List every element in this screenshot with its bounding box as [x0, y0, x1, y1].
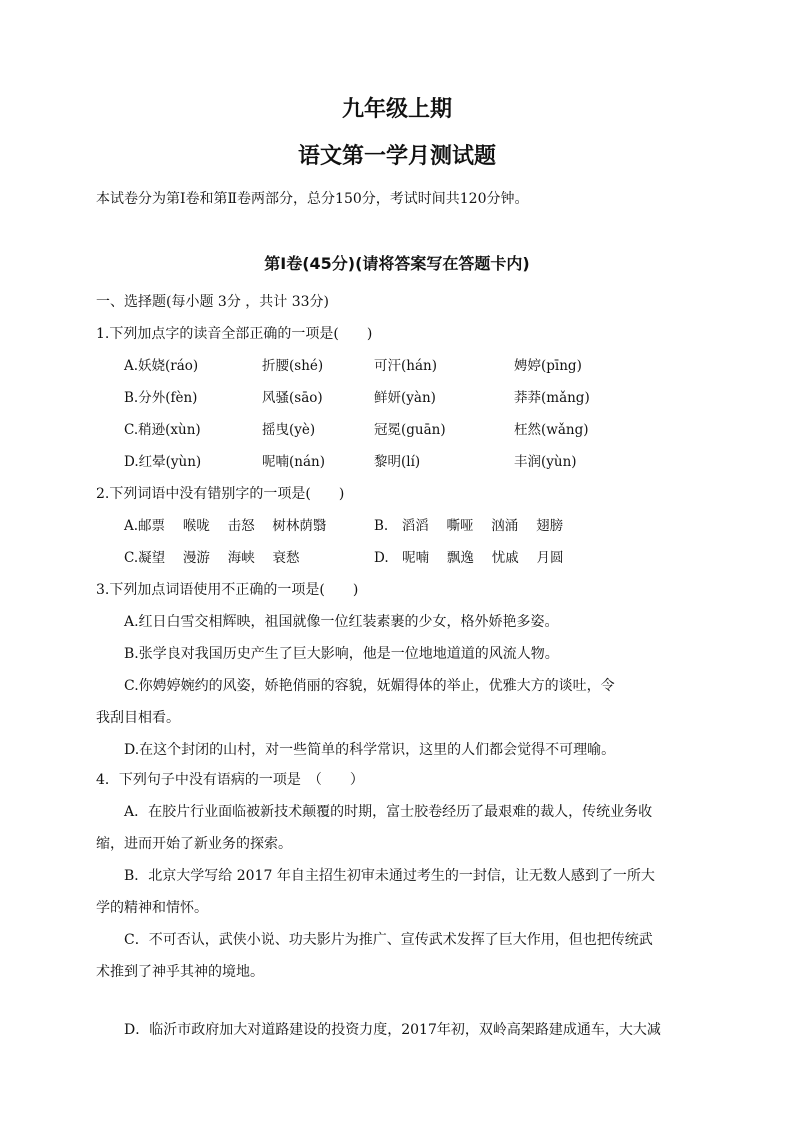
q1-option-a-4: 娉婷(pīng) — [514, 358, 582, 374]
q4-option-b-line2: 学的精神和情怀。 — [96, 900, 208, 916]
page-title: 九年级上期 — [341, 97, 452, 122]
q1-option-c-2: 摇曳(yè) — [262, 422, 316, 438]
q3-option-d: D.在这个封闭的山村，对一些简单的科学常识，这里的人们都会觉得不可理喻。 — [124, 742, 616, 758]
question-2-stem: 2.下列词语中没有错别字的一项是( ) — [96, 486, 345, 502]
q4-option-d-line1: D．临沂市政府加大对道路建设的投资力度，2017年初，双岭高架路建成通车，大大减 — [124, 1022, 661, 1038]
q1-option-b-1: B.分外(fèn) — [124, 390, 198, 406]
part1-heading: 第Ⅰ卷(45分)(请将答案写在答题卡内) — [264, 254, 530, 273]
q1-option-a-2: 折腰(shé) — [262, 358, 324, 374]
q4-option-a-line2: 缩，进而开始了新业务的探索。 — [96, 836, 292, 852]
q4-option-b-line1: B．北京大学写给 2017 年自主招生初审未通过考生的一封信，让无数人感到了一所大 — [124, 868, 655, 884]
q4-option-c-line2: 术推到了神乎其神的境地。 — [96, 964, 264, 980]
q1-option-c-1: C.稍逊(xùn) — [124, 422, 201, 438]
q1-option-b-2: 风骚(sāo) — [262, 390, 323, 406]
q1-option-a-1: A.妖娆(ráo) — [124, 358, 199, 374]
question-4-stem: 4．下列句子中没有语病的一项是 （ ） — [96, 772, 364, 788]
question-3-stem: 3.下列加点词语使用不正确的一项是( ) — [96, 582, 359, 598]
q2-option-d: D. 呢喃 飘逸 忧戚 月圆 — [374, 550, 564, 566]
q2-option-b: B. 滔滔 嘶哑 汹涌 翅膀 — [374, 518, 564, 534]
q1-option-b-3: 鲜妍(yàn) — [374, 390, 436, 406]
q1-option-b-4: 莽莽(mǎng) — [514, 390, 590, 406]
q1-option-c-4: 枉然(wǎng) — [514, 422, 589, 438]
q3-option-c-line1: C.你娉婷婉约的风姿，娇艳俏丽的容貌，妩媚得体的举止，优雅大方的谈吐，令 — [124, 678, 615, 694]
q1-option-a-3: 可汗(hán) — [374, 358, 437, 374]
q4-option-c-line1: C．不可否认，武侠小说、功夫影片为推广、宣传武术发挥了巨大作用，但也把传统武 — [124, 932, 653, 948]
q1-option-d-4: 丰润(yùn) — [514, 454, 577, 470]
q3-option-c-line2: 我刮目相看。 — [96, 710, 180, 726]
question-1-stem: 1.下列加点字的读音全部正确的一项是( ) — [96, 326, 373, 342]
q2-option-c: C.凝望 漫游 海峡 衰愁 — [124, 550, 300, 566]
exam-intro: 本试卷分为第Ⅰ卷和第Ⅱ卷两部分，总分150分，考试时间共120分钟。 — [96, 191, 529, 207]
q1-option-d-1: D.红晕(yùn) — [124, 454, 202, 470]
page-subtitle: 语文第一学月测试题 — [297, 144, 496, 169]
q1-option-d-2: 呢喃(nán) — [262, 454, 325, 470]
q4-option-a-line1: A．在胶片行业面临被新技术颠覆的时期，富士胶卷经历了最艰难的裁人，传统业务收 — [124, 804, 653, 820]
q3-option-a: A.红日白雪交相辉映，祖国就像一位红装素裹的少女，格外娇艳多姿。 — [124, 614, 559, 630]
q1-option-d-3: 黎明(lí) — [374, 454, 421, 470]
q3-option-b: B.张学良对我国历史产生了巨大影响，他是一位地地道道的风流人物。 — [124, 646, 559, 662]
section-heading: 一、选择题(每小题 3分 ，共计 33分) — [96, 294, 329, 310]
q2-option-a: A.邮票 喉咙 击怒 树林荫翳 — [124, 518, 327, 534]
q1-option-c-3: 冠冕(guān) — [374, 422, 446, 438]
